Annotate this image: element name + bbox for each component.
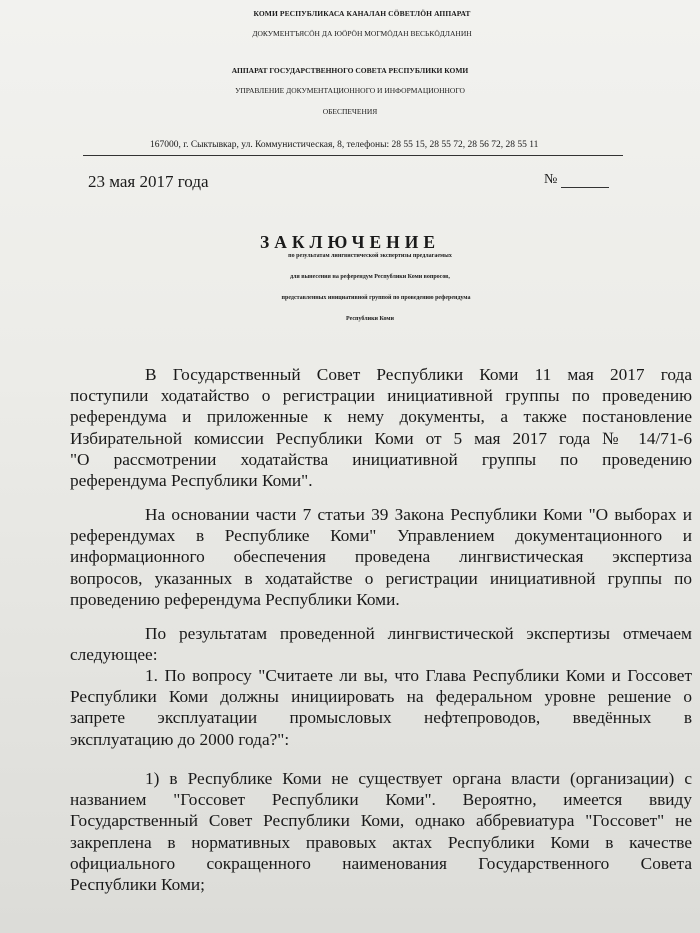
text-line: названием "Госсовет Республики Коми". Вероятно, имеется ввиду xyxy=(70,790,692,810)
header-ru-dept-2: ОБЕСПЕЧЕНИЯ xyxy=(322,107,378,116)
paragraph-4 xyxy=(70,665,692,750)
subtitle-line: по результатам лингвистической экспертизы предлагаемых xyxy=(288,253,452,259)
text-line: проведению референдума Республики Коми. xyxy=(70,589,400,609)
text-line: Республики Коми; xyxy=(70,874,205,894)
text-line: референдумах в Республике Коми" Управлением документационного и xyxy=(70,526,692,546)
number-blank-line xyxy=(561,175,609,188)
paragraph-3 xyxy=(70,623,692,665)
text-line: "О рассмотрении ходатайства инициативной группы по проведению xyxy=(70,449,692,469)
text-line: На основании части 7 статьи 39 Закона Республики Коми "О выборах и xyxy=(145,505,692,524)
subtitle-line: Республики Коми xyxy=(346,316,394,322)
text-line: референдума Республики Коми". xyxy=(70,470,313,490)
text-line: запрете эксплуатации промысловых нефтепроводов, введённых в xyxy=(70,708,692,728)
document-number xyxy=(544,172,609,188)
text-line: В Государственный Совет Республики Коми 11 мая 2017 года xyxy=(145,365,692,384)
document-title: ЗАКЛЮЧЕНИЕ xyxy=(259,232,441,252)
paragraph-5 xyxy=(70,768,692,895)
header-komi-dept: ДОКУМЕНТЪЯСÖН ДА ЮÖРÖН МОГМÖДАН ВЕСЬКÖДЛАНИН xyxy=(252,29,472,38)
document-date: 23 мая 2017 года xyxy=(88,172,209,191)
text-line: эксплуатацию до 2000 года?": xyxy=(70,729,290,749)
text-line: следующее: xyxy=(70,645,158,665)
text-line: закреплена в нормативных правовых актах Республики Коми в качестве xyxy=(70,832,692,852)
text-line: официального сокращенного наименования Государственного Совета xyxy=(70,853,692,873)
text-line: 1. По вопросу "Считаете ли вы, что Глава Республики Коми и Госсовет xyxy=(145,666,692,685)
header-ru-org: АППАРАТ ГОСУДАРСТВЕННОГО СОВЕТА РЕСПУБЛИКИ КОМИ xyxy=(231,66,469,75)
text-line: Государственный Совет Республики Коми, однако аббревиатура "Госсовет" не xyxy=(70,811,692,831)
text-line: референдума и приложенные к нему документы, а также постановление xyxy=(70,407,692,427)
number-label: № xyxy=(544,172,558,187)
paragraph-1 xyxy=(70,364,692,491)
text-line: информационного обеспечения проведена лингвистическая экспертиза xyxy=(70,547,692,567)
paragraph-2 xyxy=(70,504,692,610)
header-divider xyxy=(83,155,623,156)
text-line: поступили ходатайство о регистрации инициативной группы по проведению xyxy=(70,386,692,406)
header-ru-dept-1: УПРАВЛЕНИЕ ДОКУМЕНТАЦИОННОГО И ИНФОРМАЦИОННОГО xyxy=(235,86,465,95)
header-komi-org: КОМИ РЕСПУБЛИКАСА КАНАЛАН СÖВЕТЛÖН АППАРАТ xyxy=(253,9,471,18)
text-line: вопросов, указанных в ходатайстве о регистрации инициативной группы по xyxy=(70,568,692,588)
text-line: По результатам проведенной лингвистической экспертизы отмечаем xyxy=(145,624,692,643)
text-line: 1) в Республике Коми не существует органа власти (организации) с xyxy=(145,769,692,788)
subtitle-line: представленных инициативной группой по проведению референдума xyxy=(281,295,471,301)
header-address: 167000, г. Сыктывкар, ул. Коммунистическая, 8, телефоны: 28 55 15, 28 55 72, 28 56 72, 28 55 11 xyxy=(150,140,539,150)
text-line: Республики Коми должны инициировать на федеральном уровне решение о xyxy=(70,687,692,707)
subtitle-line: для вынесения на референдум Республики Коми вопросов, xyxy=(290,274,450,280)
text-line: Избирательной комиссии Республики Коми от 5 мая 2017 года № 14/71-6 xyxy=(70,428,692,448)
